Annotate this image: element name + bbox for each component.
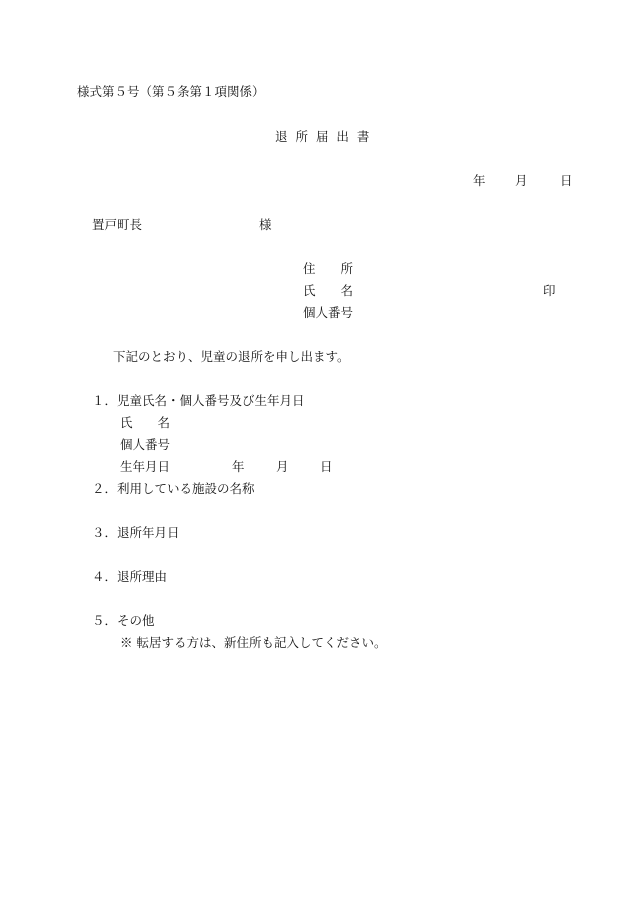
applicant-name-label: 氏 名 (303, 283, 354, 298)
item1-label: １．児童氏名・個人番号及び生年月日 (92, 393, 305, 408)
applicant-personal-number-label: 個人番号 (303, 305, 354, 320)
item1-personal-number-label: 個人番号 (120, 437, 171, 452)
item1-birthdate-label: 生年月日 (120, 459, 171, 474)
date-day-label: 日 (560, 173, 573, 188)
form-number: 様式第５号（第５条第１項関係） (77, 84, 265, 99)
date-year-label: 年 (473, 173, 486, 188)
item5-note: ※ 転居する方は、新住所も記入してください。 (120, 635, 387, 650)
item2-label: ２．利用している施設の名称 (92, 481, 255, 496)
seal-mark: 印 (543, 283, 556, 298)
item1-month-label: 月 (276, 459, 289, 474)
date-month-label: 月 (515, 173, 528, 188)
item3-label: ３．退所年月日 (92, 525, 180, 540)
intro-text: 下記のとおり、児童の退所を申し出ます。 (113, 349, 350, 364)
addressee-name: 置戸町長 (92, 217, 143, 232)
item5-label: ５．その他 (92, 613, 155, 628)
document-title: 退 所 届 出 書 (275, 129, 372, 144)
item4-label: ４．退所理由 (92, 569, 168, 584)
item1-day-label: 日 (320, 459, 333, 474)
item1-name-label: 氏 名 (120, 415, 171, 430)
applicant-address-label: 住 所 (303, 261, 354, 276)
addressee-honorific: 様 (259, 217, 272, 232)
item1-year-label: 年 (232, 459, 245, 474)
